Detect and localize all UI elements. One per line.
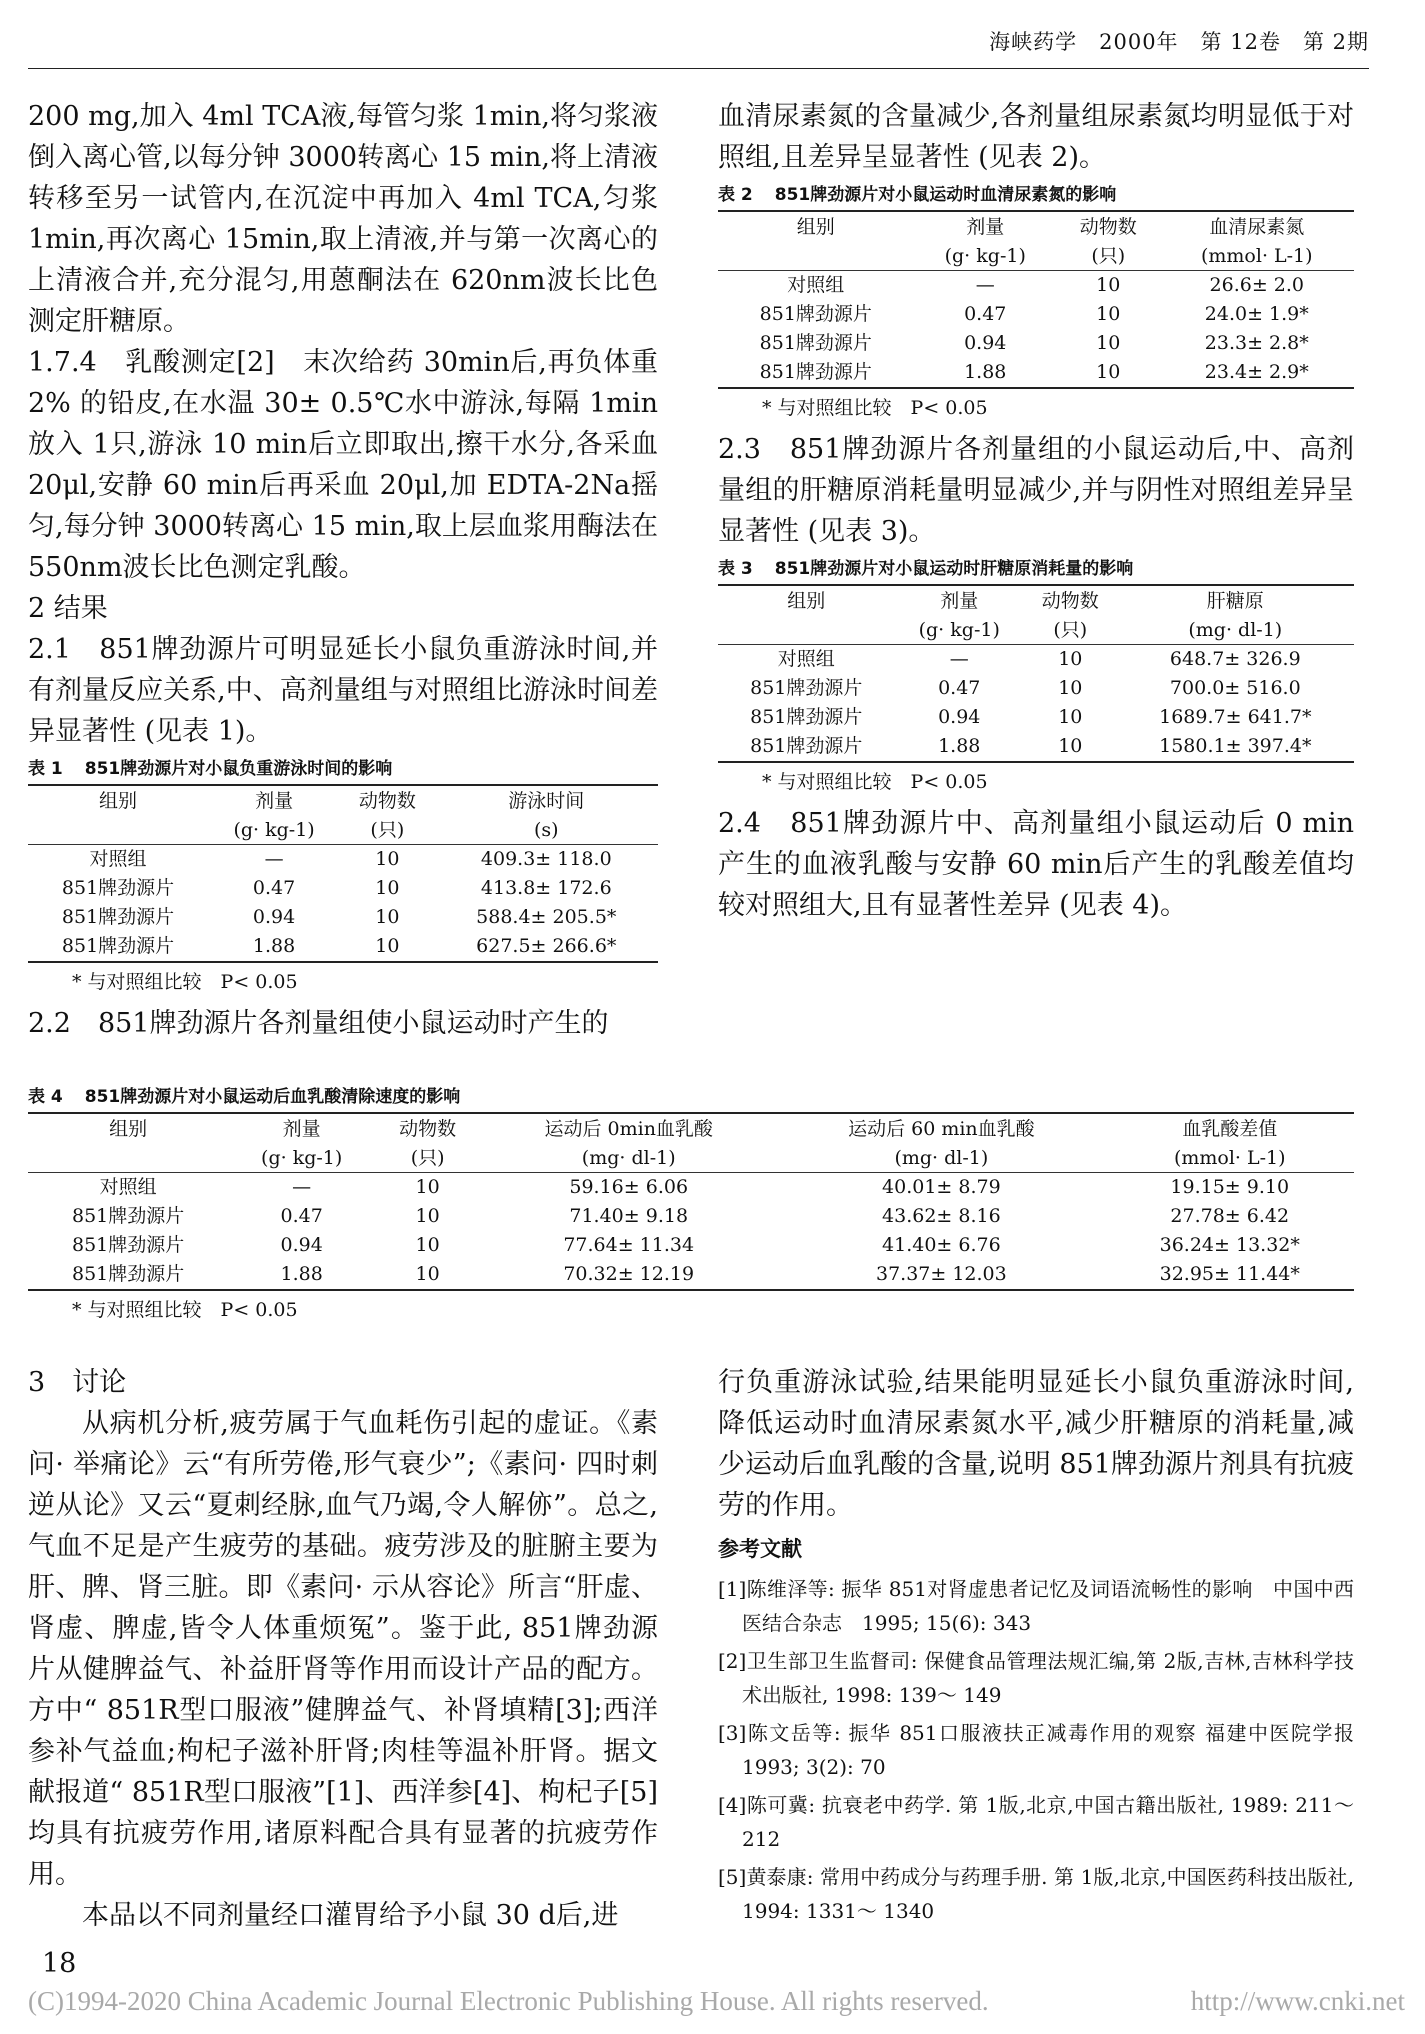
table-row: 851牌劲源片 1.88 10 627.5± 266.6*	[28, 932, 658, 962]
table-row: 851牌劲源片 1.88 10 1580.1± 397.4*	[718, 732, 1354, 762]
table-row: 对照组 — 10 409.3± 118.0	[89, 848, 612, 870]
table-row: 851牌劲源片 0.94 10 77.64± 11.34 41.40± 6.76 36.24± 13.32*	[71, 1234, 1300, 1256]
section-discussion-heading: 3 讨论	[28, 1367, 127, 1398]
table-row: 对照组 — 10 59.16± 6.06 40.01± 8.79 19.15± 9.10	[99, 1176, 1290, 1198]
result-2-2-continuation: 血清尿素氮的含量减少,各剂量组尿素氮均明显低于对照组,且差异呈显著性 (见表 2)。	[718, 101, 1354, 173]
discussion-paragraph-2-continuation: 行负重游泳试验,结果能明显延长小鼠负重游泳时间,降低运动时血清尿素氮水平,减少肝糖原的消耗量,减少运动后血乳酸的含量,说明 851牌劲源片剂具有抗疲劳的作用。	[718, 1367, 1354, 1521]
copyright-footer	[28, 1986, 1405, 2017]
references-heading: 参考文献	[718, 1537, 802, 1561]
table-row: 851牌劲源片 1.88 10 70.32± 12.19 37.37± 12.03 32.95± 11.44*	[28, 1260, 1354, 1290]
table-row: 对照组 — 10 26.6± 2.0	[787, 274, 1305, 296]
table2-caption: 表 2 851牌劲源片对小鼠运动时血清尿素氮的影响	[718, 185, 1117, 205]
table4: 组别 剂量 动物数 运动后 0min血乳酸 运动后 60 min血乳酸 血乳酸差值 (g· kg-1) (只) (mg· dl-1) (mg· dl-1) (mmol· L-1) 对照组 — 10 59.16± 6.06 40.01± 8.79 19.15± 9.10 851牌劲源片 0.47 10 71.40± 9.18 43.62± 8.16 27.78± 6.42 851牌劲源片 0.94 10 77.64± 11.34 41.40± 6.76 36.24± 13.32* 851牌劲源片 1.88 10 70.32± 12.19 37.37± 12.03 32.95± 11.44*	[28, 1112, 1354, 1291]
discussion-paragraph-2: 本品以不同剂量经口灌胃给予小鼠 30 d后,进	[82, 1900, 619, 1931]
section-results-heading: 2 结果	[28, 593, 108, 624]
result-2-2: 2.2 851牌劲源片各剂量组使小鼠运动时产生的	[28, 1008, 609, 1039]
result-2-3: 2.3 851牌劲源片各剂量组的小鼠运动后,中、高剂量组的肝糖原消耗量明显减少,并与阴性对照组差异呈显著性 (见表 3)。	[718, 434, 1354, 547]
table-row: 851牌劲源片 0.47 10 71.40± 9.18 43.62± 8.16 27.78± 6.42	[71, 1205, 1290, 1227]
reference-item: [4]陈可冀: 抗衰老中药学. 第 1版,北京,中国古籍出版社, 1989: 211～ 212	[718, 1793, 1354, 1851]
table1-caption: 表 1 851牌劲源片对小鼠负重游泳时间的影响	[28, 759, 393, 779]
copyright-text: (C)1994-2020 China Academic Journal Electronic Publishing House. All rights reserved.	[28, 1986, 989, 2016]
discussion-paragraph-1: 从病机分析,疲劳属于气血耗伤引起的虚证。《素问· 举痛论》云“有所劳倦,形气衰少”;《素问· 四时刺逆从论》又云“夏刺经脉,血气乃竭,令人解㑊”。总之,气血不足是产生疲劳的基础。疲劳涉及的脏腑主要为肝、脾、肾三脏。即《素问· 示从容论》所言“肝虚、肾虚、脾虚,皆令人体重烦冤”。鉴于此, 851牌劲源片从健脾益气、补益肝肾等作用而设计产品的配方。方中“ 851R型口服液”健脾益气、补肾填精[3];西洋参补气益血;枸杞子滋补肝肾;肉桂等温补肝肾。据文献报道“ 851R型口服液”[1]、西洋参[4]、枸杞子[5]均具有抗疲劳作用,诸原料配合具有显著的抗疲劳作用。	[28, 1408, 658, 1890]
right-column	[718, 96, 1354, 926]
method-1-7-4: 1.7.4 乳酸测定[2] 末次给药 30min后,再负体重 2% 的铅皮,在水温 30± 0.5℃水中游泳,每隔 1min放入 1只,游泳 10 min后立即取出,擦干水分,各采血 20μl,安静 60 min后再采血 20μl,加 EDTA-2Na摇匀,每分钟 3000转离心 15 min,取上层血浆用酶法在 550nm波长比色测定乳酸。	[28, 347, 658, 583]
table4-caption: 表 4 851牌劲源片对小鼠运动后血乳酸清除速度的影响	[28, 1087, 461, 1107]
discussion-left	[28, 1362, 658, 1936]
table3: 组别 剂量 动物数 肝糖原 (g· kg-1) (只) (mg· dl-1) 对照组 — 10 648.7± 326.9 851牌劲源片 0.47 10 700.0± 516.0 851牌劲源片 0.94 10 1689.7± 641.7* 851牌劲源片 1.88 10 1580.1± 397.4*	[718, 584, 1354, 763]
table2-note: * 与对照组比较 P< 0.05	[762, 397, 988, 419]
table-row: 851牌劲源片 0.47 10 413.8± 172.6	[61, 877, 612, 899]
table4-note: * 与对照组比较 P< 0.05	[72, 1299, 298, 1321]
table-row: 851牌劲源片 0.47 10 24.0± 1.9*	[759, 303, 1309, 325]
table1: 组别 剂量 动物数 游泳时间 (g· kg-1) (只) (s) 对照组 — 10 409.3± 118.0 851牌劲源片 0.47 10 413.8± 172.6 851牌劲源片 0.94 10 588.4± 205.5* 851牌劲源片 1.88 10 627.5± 266.6*	[28, 784, 658, 963]
running-header	[28, 24, 1369, 69]
reference-item: [1]陈维泽等: 振华 851对肾虚患者记忆及词语流畅性的影响 中国中西医结合杂志 1995; 15(6): 343	[718, 1577, 1354, 1635]
table4-block	[28, 1080, 1354, 1331]
result-2-1: 2.1 851牌劲源片可明显延长小鼠负重游泳时间,并有剂量反应关系,中、高剂量组与对照组比游泳时间差异显著性 (见表 1)。	[28, 634, 658, 747]
result-2-4: 2.4 851牌劲源片中、高剂量组小鼠运动后 0 min产生的血液乳酸与安静 60 min后产生的乳酸差值均较对照组大,且有显著性差异 (见表 4)。	[718, 808, 1354, 921]
table-row: 对照组 — 10 648.7± 326.9	[777, 648, 1301, 670]
reference-item: [3]陈文岳等: 振华 851口服液扶正减毒作用的观察 福建中医院学报 1993; 3(2): 70	[718, 1721, 1374, 1779]
table-row: 851牌劲源片 0.94 10 23.3± 2.8*	[759, 332, 1309, 354]
table-row: 851牌劲源片 0.94 10 1689.7± 641.7*	[750, 706, 1312, 728]
footer-url: http://www.cnki.net	[1190, 1986, 1405, 2016]
page-number: 18	[42, 1948, 77, 1979]
reference-item: [2]卫生部卫生监督司: 保健食品管理法规汇编,第 2版,吉林,吉林科学技术出版社, 1998: 139～ 149	[718, 1649, 1354, 1707]
table-row: 851牌劲源片 0.47 10 700.0± 516.0	[750, 677, 1301, 699]
journal-info: 海峡药学 2000年 第 12卷 第 2期	[989, 30, 1369, 54]
table2: 组别 剂量 动物数 血清尿素氮 (g· kg-1) (只) (mmol· L-1) 对照组 — 10 26.6± 2.0 851牌劲源片 0.47 10 24.0± 1.9* 851牌劲源片 0.94 10 23.3± 2.8* 851牌劲源片 1.88 10 23.4± 2.9*	[718, 210, 1354, 389]
reference-item: [5]黄泰康: 常用中药成分与药理手册. 第 1版,北京,中国医药科技出版社, 1994: 1331～ 1340	[718, 1865, 1354, 1923]
method-continuation: 200 mg,加入 4ml TCA液,每管匀浆 1min,将匀浆液倒入离心管,以每分钟 3000转离心 15 min,将上清液转移至另一试管内,在沉淀中再加入 4ml TCA,匀浆 1min,再次离心 15min,取上清液,并与第一次离心的上清液合并,充分混匀,用蒽酮法在 620nm波长比色测定肝糖原。	[28, 101, 658, 337]
table3-caption: 表 3 851牌劲源片对小鼠运动时肝糖原消耗量的影响	[718, 559, 1134, 579]
table-row: 851牌劲源片 0.94 10 588.4± 205.5*	[61, 906, 617, 928]
discussion-right	[718, 1362, 1374, 1932]
references	[718, 1532, 1374, 1928]
table-row: 851牌劲源片 1.88 10 23.4± 2.9*	[718, 358, 1354, 388]
left-column	[28, 96, 658, 1044]
table1-note: * 与对照组比较 P< 0.05	[72, 971, 298, 993]
table3-note: * 与对照组比较 P< 0.05	[762, 771, 988, 793]
